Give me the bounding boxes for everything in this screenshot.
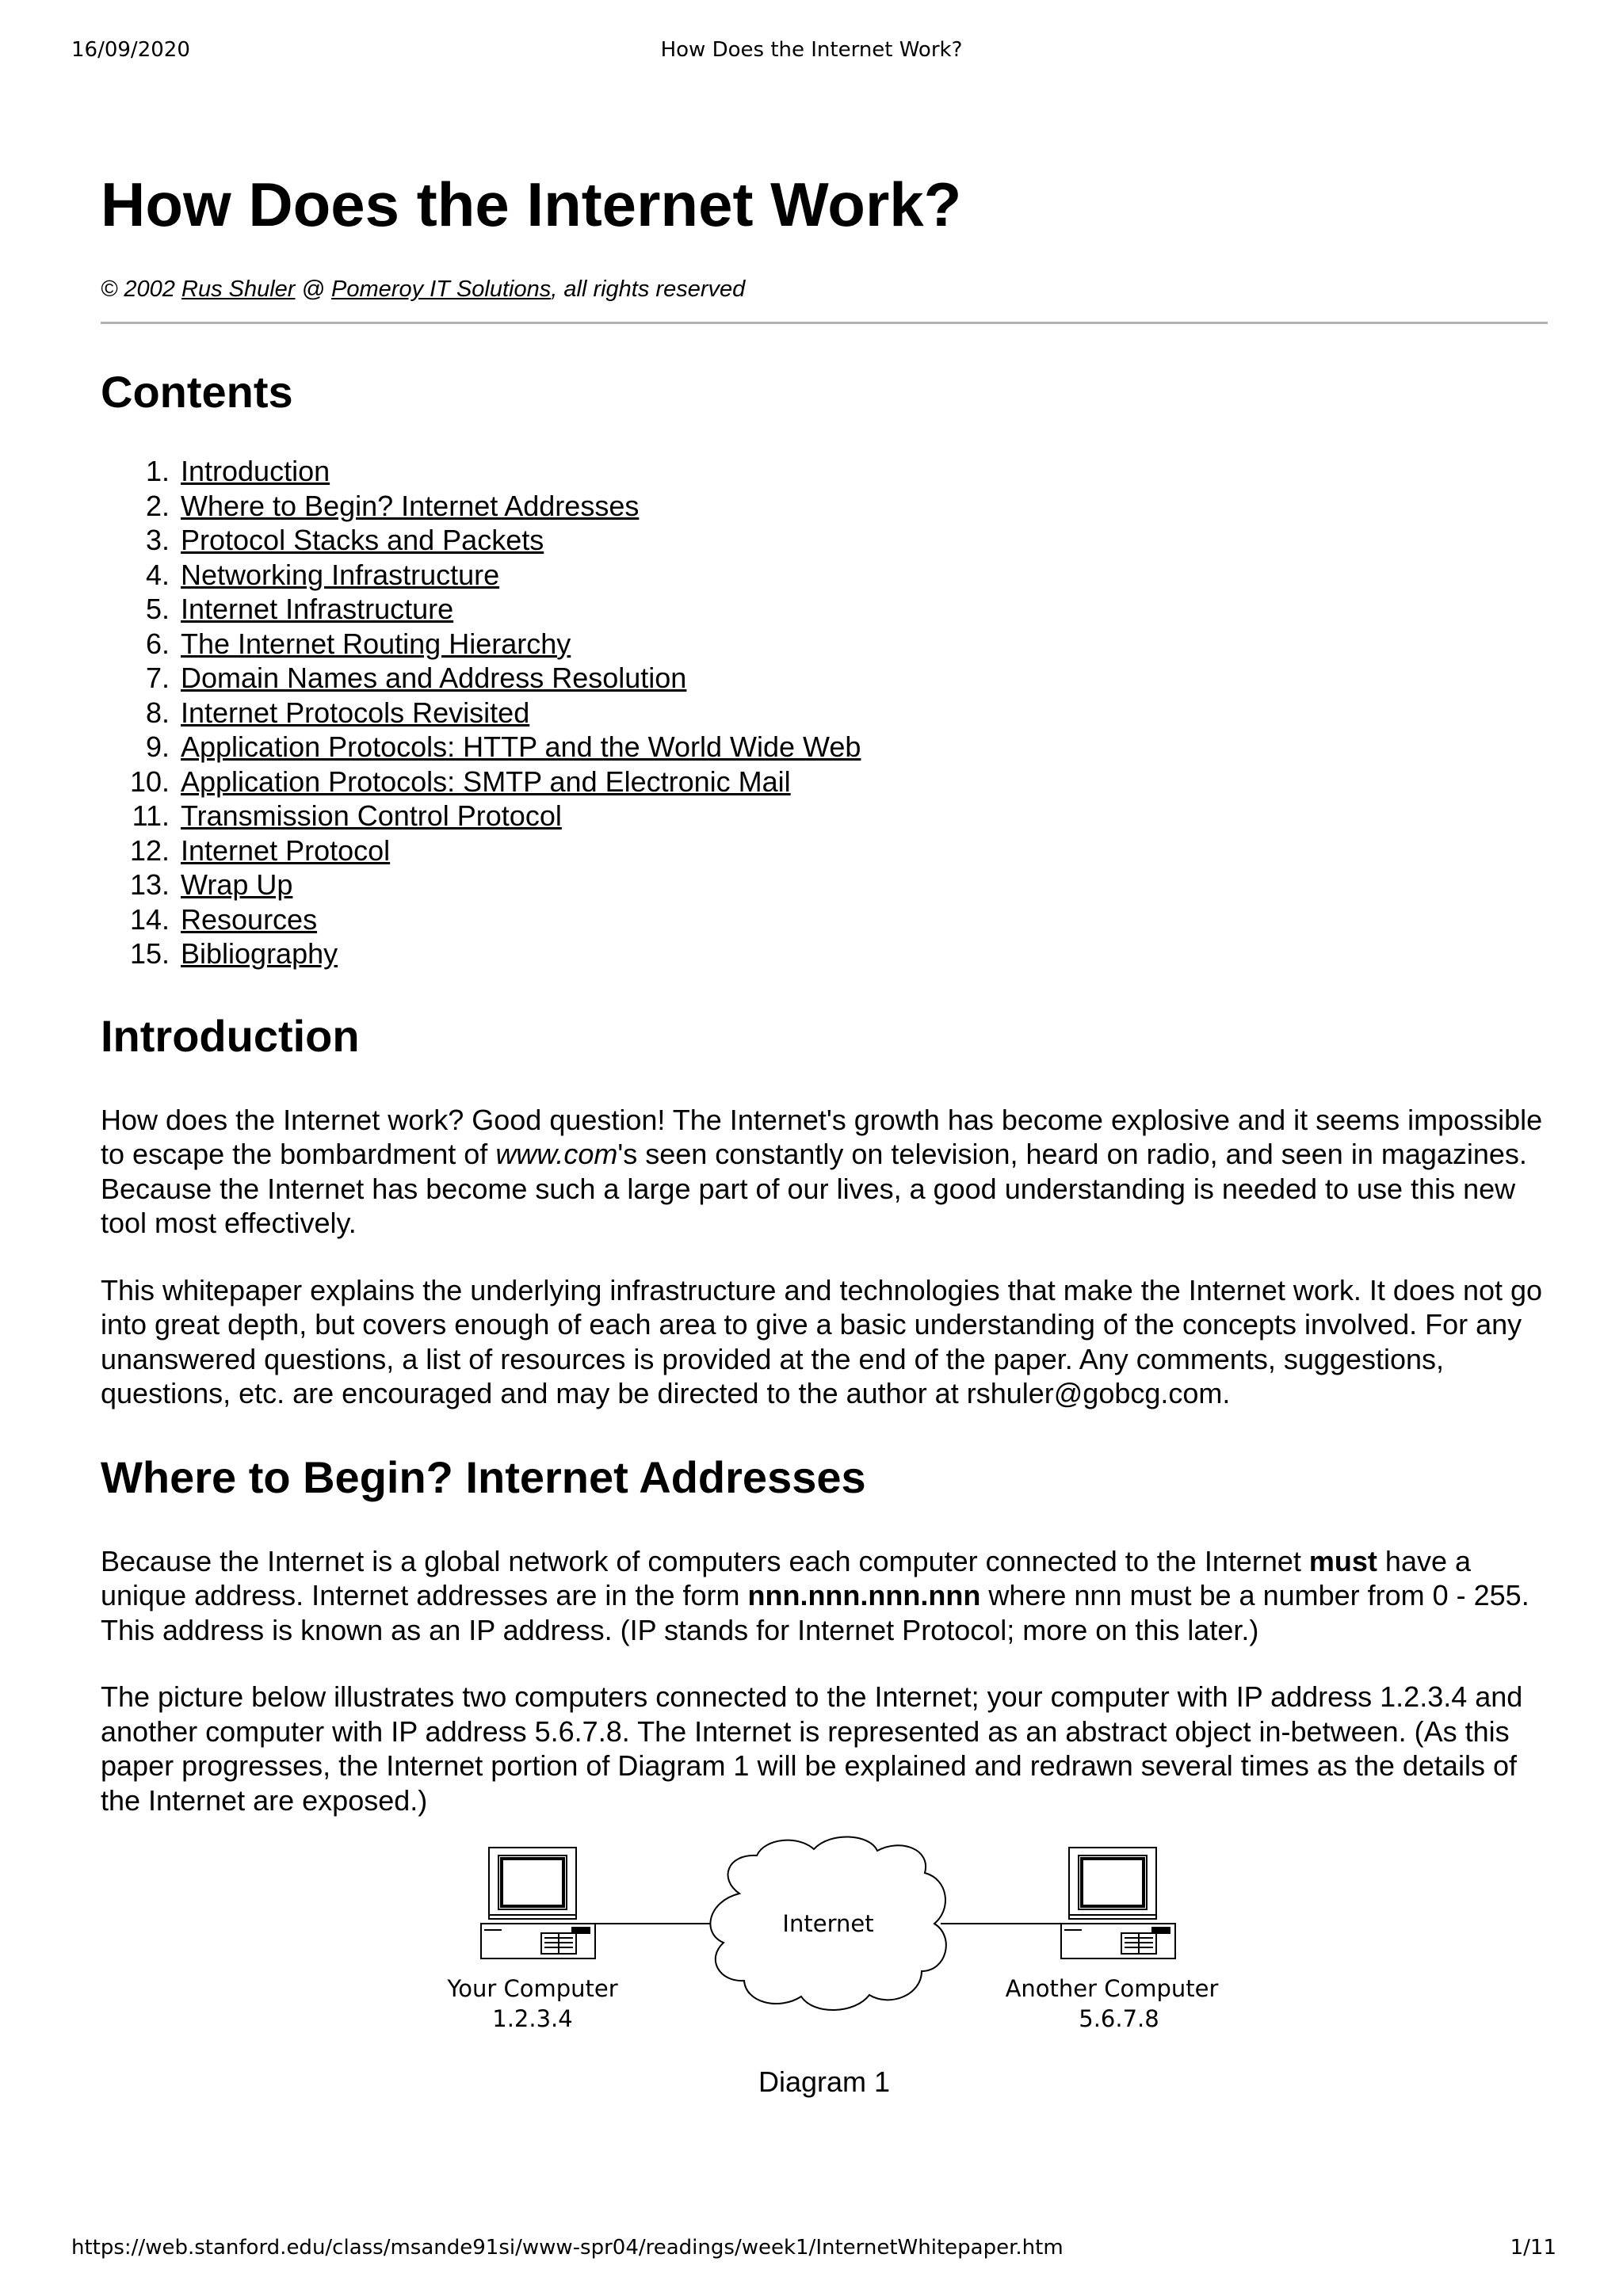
print-date: 16/09/2020: [71, 38, 190, 62]
toc-link-ip[interactable]: Internet Protocol: [181, 833, 391, 867]
toc-item: [178, 799, 1548, 833]
intro-paragraph-2: This whitepaper explains the underlying infrastructure and technologies that make the Internet work. It does not go into great depth, but covers enough of each area to give a basic understanding of the concepts involved. For any unanswered questions, a list of resources is provided at the end of the paper. Any comments, suggestions, questions, etc. are encouraged and may be directed to the author at rshuler@gobcg.com.: [101, 1273, 1543, 1409]
right-computer-icon: [1061, 1848, 1175, 1958]
toc-item: [178, 936, 1548, 971]
right-computer-ip: 5.6.7.8: [1079, 2005, 1159, 2032]
toc-item: [178, 489, 1548, 524]
toc-link-networking-infrastructure[interactable]: Networking Infrastructure: [181, 558, 500, 591]
addresses-paragraph-2: The picture below illustrates two computers connected to the Internet; your computer with IP address 1.2.3.4 and another computer with IP address 5.6.7.8. The Internet is represented as an abstract object in-between. (As this paper progresses, the Internet portion of Diagram 1 will be explained and redrawn several times as the details of the Internet are exposed.): [101, 1680, 1523, 1817]
toc-item: [178, 558, 1548, 593]
toc-link-bibliography[interactable]: Bibliography: [181, 937, 338, 970]
contents-list: [101, 454, 1548, 971]
addresses-heading: Where to Begin? Internet Addresses: [101, 1451, 866, 1502]
contents-heading: Contents: [101, 367, 293, 417]
toc-item: [178, 868, 1548, 902]
toc-link-routing-hierarchy[interactable]: The Internet Routing Hierarchy: [181, 627, 571, 660]
toc-item: [178, 730, 1548, 765]
toc-link-domain-names[interactable]: Domain Names and Address Resolution: [181, 662, 687, 694]
company-link[interactable]: Pomeroy IT Solutions: [331, 277, 552, 302]
toc-link-introduction[interactable]: Introduction: [181, 455, 330, 487]
left-computer-ip: 1.2.3.4: [492, 2005, 573, 2032]
toc-item: [178, 627, 1548, 662]
toc-link-protocols-revisited[interactable]: Internet Protocols Revisited: [181, 696, 530, 729]
header-divider: [101, 322, 1548, 324]
addresses-paragraph-1: [101, 1544, 1548, 1648]
addr-p1-bold-format: nnn.nnn.nnn.nnn: [747, 1579, 981, 1611]
page-title: How Does the Internet Work?: [101, 170, 962, 239]
addr-p1-text-a: Because the Internet is a global network of computers each computer connected to the Internet: [101, 1544, 1309, 1577]
diagram-caption: Diagram 1: [758, 2065, 891, 2098]
copyright-at: @: [295, 277, 332, 302]
article: [101, 155, 1548, 2099]
toc-link-smtp[interactable]: Application Protocols: SMTP and Electronic Mail: [181, 765, 791, 798]
intro-paragraph-1: [101, 1103, 1548, 1241]
left-computer-icon: [481, 1848, 595, 1958]
toc-link-internet-addresses[interactable]: Where to Begin? Internet Addresses: [181, 489, 640, 522]
page-number: 1/11: [1510, 2236, 1556, 2260]
toc-link-internet-infrastructure[interactable]: Internet Infrastructure: [181, 593, 454, 625]
introduction-heading: Introduction: [101, 1010, 360, 1061]
toc-link-wrap-up[interactable]: Wrap Up: [181, 868, 293, 901]
toc-link-resources[interactable]: Resources: [181, 902, 318, 936]
toc-item: [178, 592, 1548, 627]
right-computer-name: Another Computer: [1005, 1975, 1219, 2002]
intro-p1-text-b: 's seen constantly on television, heard on radio, and seen in magazines. Because the Internet has become such a large part of our lives, a good understanding is needed to use this new tool most effectively.: [101, 1138, 1527, 1239]
copyright-suffix: , all rights reserved: [551, 277, 746, 302]
addr-p1-text-c: where nnn must be a number from 0 - 255. This address is known as an IP address. (IP stands for Internet Protocol; more on this later.): [101, 1579, 1529, 1646]
left-computer-name: Your Computer: [447, 1975, 618, 2002]
copyright-line: [101, 274, 1548, 304]
network-diagram: [101, 1832, 1548, 2061]
print-header: [0, 38, 1623, 70]
toc-item: [178, 523, 1548, 558]
print-url: https://web.stanford.edu/class/msande91si/www-spr04/readings/week1/InternetWhitepaper.htm: [71, 2236, 1064, 2260]
intro-p1-emphasis: www.com: [495, 1138, 618, 1170]
print-title: How Does the Internet Work?: [660, 38, 963, 62]
toc-link-protocol-stacks[interactable]: Protocol Stacks and Packets: [181, 524, 544, 556]
toc-item: [178, 696, 1548, 730]
print-footer: [0, 2236, 1623, 2267]
diagram-1: [101, 1832, 1548, 2061]
addr-p1-bold-must: must: [1308, 1544, 1377, 1577]
toc-item: [178, 661, 1548, 696]
toc-item: [178, 765, 1548, 799]
toc-link-tcp[interactable]: Transmission Control Protocol: [181, 799, 562, 832]
copyright-prefix: © 2002: [101, 277, 181, 302]
toc-item: [178, 454, 1548, 489]
toc-item: [178, 833, 1548, 868]
toc-link-http[interactable]: Application Protocols: HTTP and the World Wide Web: [181, 730, 861, 763]
intro-p1-text-a: How does the Internet work? Good question! The Internet's growth has become explosive and it seems impossible to escape the bombardment of: [101, 1103, 1543, 1170]
author-link[interactable]: Rus Shuler: [181, 277, 296, 302]
cloud-label: Internet: [782, 1910, 874, 1937]
addr-p1-text-b: have a unique address. Internet addresses are in the form: [101, 1544, 1472, 1611]
toc-item: [178, 902, 1548, 937]
